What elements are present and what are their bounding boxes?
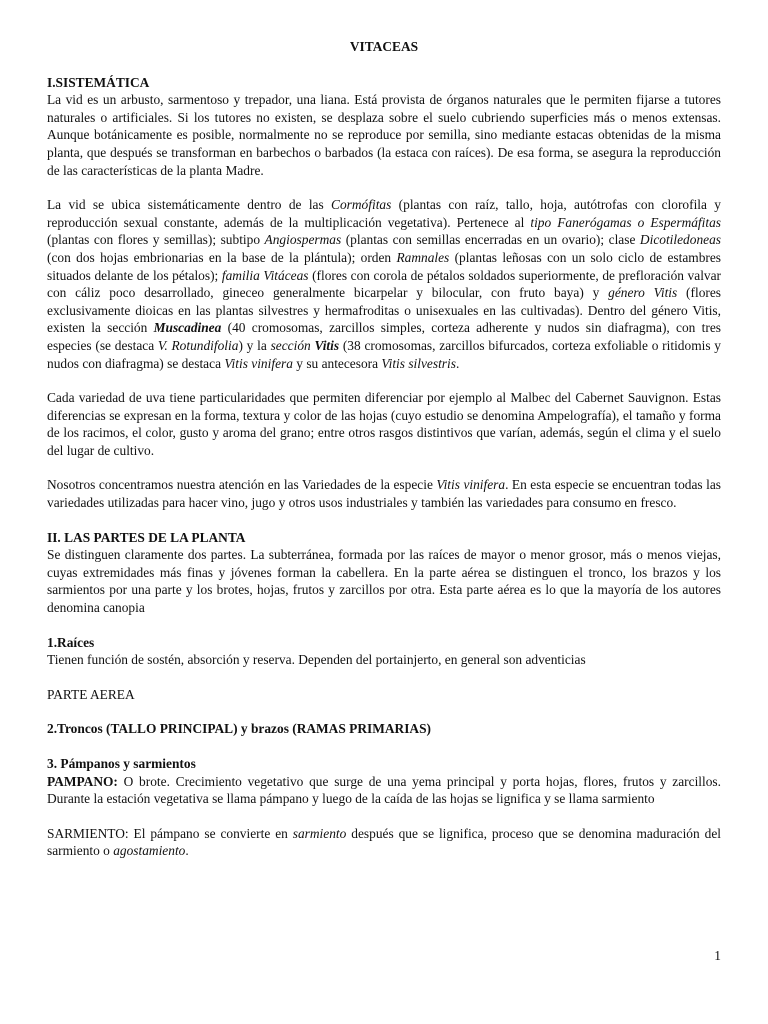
paragraph-sarmiento: SARMIENTO: El pámpano se convierte en sarmiento después que se lignifica, proceso que se denomina maduración del sarmiento o agostamiento. (47, 825, 721, 859)
paragraph-pampano: PAMPANO: O brote. Crecimiento vegetativo que surge de una yema principal y porta hojas, flores, frutos y zarcillos. Durante la estación vegetativa se llama pámpano y luego de la caída de las hojas se lignifica y se llama sarmiento (47, 773, 721, 807)
term-genero-vitis: género Vitis (608, 285, 678, 301)
paragraph-partes: Se distinguen claramente dos partes. La subterránea, formada por las raíces de mayor o menor grosor, más o menos viejas, cuyas extremidades más finas y jóvenes forman la cabellera. En la parte aérea se distinguen el tronco, los brazos y los sarmientos por una parte y los brotes, hojas, frutos y zarcillos por otra. Esta parte aérea es lo que la mayoría de los autores denomina canopia (47, 547, 721, 616)
paragraph-raices: Tienen función de sostén, absorción y reserva. Dependen del portainjerto, en general son adventicias (47, 652, 586, 668)
term-sarmiento: sarmiento (292, 825, 347, 841)
paragraph-taxonomy: La vid se ubica sistemáticamente dentro de las Cormófitas (plantas con raíz, tallo, hoja, autótrofas con clorofila y reproducción sexual constante, además de la multiplicación vegetativa). Pertenece al tipo Fanerógamas o Espermáfitas (plantas con flores y semillas); subtipo Angiospermas (plantas con semillas encerradas en un ovario); clase Dicotiledoneas (con dos hojas embrionarias en la base de la plántula); orden Ramnales (plantas leñosas con un solo ciclo de estambres situados delante de los pétalos); familia Vitáceas (flores con corola de pétalos soldados superiormente, de prefloración valvar con cáliz poco desarrollado, gineceo generalmente bicarpelar y bilocular, con fruto baya) y género Vitis (flores exclusivamente dioicas en las plantas silvestres y hermafroditas o unisexuales en las cultivadas). Dentro del género Vitis, existen la sección Muscadinea (40 cromosomas, zarcillos simples, corteza adherente y nudos sin diafragma), con tres especies (se destaca V. Rotundifolia) y la sección Vitis (38 cromosomas, zarcillos bifurcados, corteza exfoliable o ritidomis y nudos con diafragma) se destaca Vitis vinifera y su antecesora Vitis silvestris. (47, 197, 722, 371)
term-cormofitas: Cormófitas (331, 197, 392, 213)
document-title: VITACEAS (349, 39, 419, 54)
term-agostamiento: agostamiento (113, 843, 186, 859)
subheading-pampanos: 3. Pámpanos y sarmientos (47, 756, 196, 771)
paragraph-vitis-vinifera: Nosotros concentramos nuestra atención en las Variedades de la especie Vitis vinifera. En esta especie se encuentran todas las variedades utilizadas para hacer vino, jugo y otros usos industriales y también las variedades para consumo en fresco. (47, 477, 722, 511)
section-heading-sistematica: I.SISTEMÁTICA (47, 74, 150, 90)
term-vitis: Vitis (314, 337, 340, 353)
term-familia-vitaceas: familia Vitáceas (221, 267, 309, 283)
term-muscadinea: Muscadinea (153, 320, 222, 336)
term-fanerogamas: tipo Fanerógamas o Espermáfitas (530, 214, 722, 230)
document-page (47, 38, 721, 860)
section-heading-partes: II. LAS PARTES DE LA PLANTA (47, 529, 246, 545)
subheading-raices: 1.Raíces (47, 634, 95, 650)
paragraph-vid-description: La vid es un arbusto, sarmentoso y trepador, una liana. Está provista de órganos naturales que le permiten fijarse a tutores naturales o artificiales. Si los tutores no existen, se desplaza sobre el suelo cubriendo superficies más o menos extensas. Aunque botánicamente es posible, normalmente no se reproduce por semilla, sino mediante estacas obtenidas de la misma planta, que después se transforman en barbechos o barbados (la estaca con raíces). De esa forma, se asegura la reproducción de las características de la planta Madre. (47, 92, 721, 178)
term-vitis-vinifera-2: Vitis vinifera (436, 477, 506, 493)
subheading-troncos: 2.Troncos (TALLO PRINCIPAL) y brazos (RAMAS PRIMARIAS) (47, 721, 431, 737)
term-vitis-silvestris: Vitis silvestris (381, 355, 456, 371)
label-parte-aerea: PARTE AEREA (47, 686, 135, 702)
term-dicotiledoneas: Dicotiledoneas (639, 232, 721, 248)
label-pampano: PAMPANO: (47, 773, 118, 789)
term-angiospermas: Angiospermas (264, 232, 342, 248)
term-v-rotundifolia: V. Rotundifolia (157, 337, 239, 353)
paragraph-varieties: Cada variedad de uva tiene particularidades que permiten diferenciar por ejemplo al Malbec del Cabernet Sauvignon. Estas diferencias se expresan en la forma, textura y color de las hojas (cuyo estudio se denomina Ampelografía), el tamaño y forma de los racimos, el color, gusto y aroma del grano; entre otros rasgos distintivos que varían, además, según el clima y el suelo del lugar de cultivo. (47, 390, 721, 458)
term-ramnales: Ramnales (396, 249, 450, 265)
term-seccion: sección (270, 337, 315, 353)
term-vitis-vinifera: Vitis vinifera (224, 355, 293, 371)
page-number: 1 (714, 948, 721, 963)
